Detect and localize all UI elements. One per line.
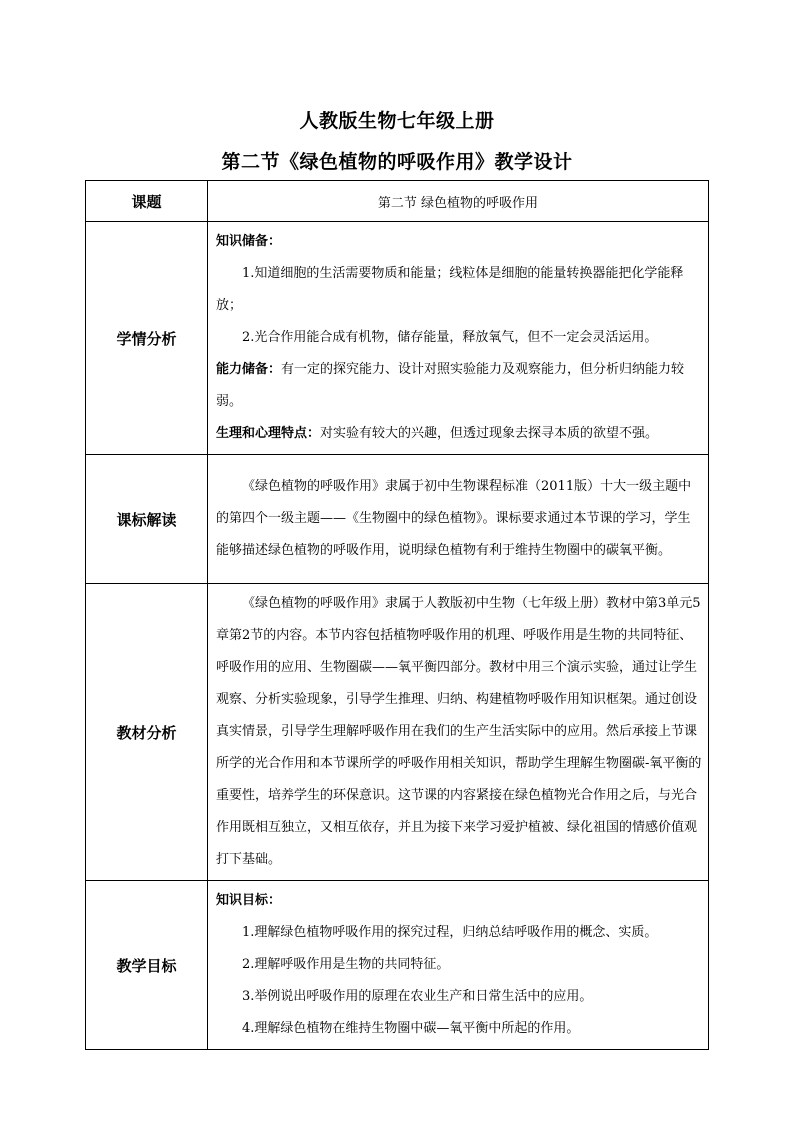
- curriculum-text: 《绿色植物的呼吸作用》隶属于初中生物课程标准（2011版）十大一级主题中的第四个一级主题——《生物圈中的绿色植物》。课标要求通过本节课的学习，学生能够描述绿色植物的呼吸作用，说明绿色植物有利于维持生物圈中的碳氧平衡。: [216, 479, 692, 558]
- lesson-plan-table: [85, 180, 709, 1050]
- ability-paragraph: [216, 354, 702, 418]
- objectives-label: 教学目标: [86, 881, 208, 1050]
- objectives-heading: 知识目标：: [216, 893, 282, 908]
- objective-item-2: 2.理解呼吸作用是生物的共同特征。: [242, 957, 450, 972]
- psych-paragraph: [216, 418, 702, 450]
- objective-item-4: 4.理解绿色植物在维持生物圈中碳—氧平衡中所起的作用。: [242, 1021, 580, 1036]
- table-row-textbook: [86, 584, 709, 881]
- objectives-content: [208, 881, 709, 1050]
- objective-item-1: 1.理解绿色植物呼吸作用的探究过程，归纳总结呼吸作用的概念、实质。: [242, 925, 658, 940]
- psych-heading: 生理和心理特点：: [216, 426, 321, 441]
- textbook-label: 教材分析: [86, 584, 208, 881]
- textbook-content: [208, 584, 709, 881]
- knowledge-item-2: 2.光合作用能合成有机物，储存能量，释放氧气，但不一定会灵活运用。: [242, 330, 658, 345]
- table-row-topic: [86, 181, 709, 222]
- document-title: 人教版生物七年级上册: [299, 110, 495, 132]
- topic-value: 第二节 绿色植物的呼吸作用: [208, 181, 709, 222]
- student-analysis-label: 学情分析: [86, 222, 208, 455]
- textbook-text: 《绿色植物的呼吸作用》隶属于人教版初中生物（七年级上册）教材中第3单元5章第2节的内容。本节内容包括植物呼吸作用的机理、呼吸作用是生物的共同特征、呼吸作用的应用、生物圈碳——氧平衡四部分。教材中用三个演示实验，通过让学生观察、分析实验现象，引导学生推理、归纳、构建植物呼吸作用知识框架。通过创设真实情景，引导学生理解呼吸作用在我们的生产生活实际中的应用。然后承接上节课所学的光合作用和本节课所学的呼吸作用相关知识，帮助学生理解生物圈碳-氧平衡的重要性，培养学生的环保意识。这节课的内容紧接在绿色植物光合作用之后，与光合作用既相互独立，又相互依存，并且为接下来学习爱护植被、绿化祖国的情感价值观打下基础。: [216, 596, 702, 867]
- student-analysis-content: [208, 222, 709, 455]
- knowledge-heading: 知识储备：: [216, 234, 282, 249]
- document-subtitle: 第二节《绿色植物的呼吸作用》教学设计: [221, 151, 573, 173]
- curriculum-label: 课标解读: [86, 455, 208, 584]
- table-row-objectives: [86, 881, 709, 1050]
- objective-item-3: 3.举例说出呼吸作用的原理在农业生产和日常生活中的应用。: [242, 989, 593, 1004]
- knowledge-item-1: 1.知道细胞的生活需要物质和能量；线粒体是细胞的能量转换器能把化学能释放；: [216, 266, 684, 313]
- ability-text: 有一定的探究能力、设计对照实验能力及观察能力，但分析归纳能力较弱。: [216, 362, 685, 409]
- psych-text: 对实验有较大的兴趣，但透过现象去探寻本质的欲望不强。: [320, 426, 659, 441]
- topic-label: 课题: [86, 181, 208, 222]
- ability-heading: 能力储备：: [216, 362, 282, 377]
- curriculum-content: [208, 455, 709, 584]
- table-row-curriculum: [86, 455, 709, 584]
- table-row-student-analysis: [86, 222, 709, 455]
